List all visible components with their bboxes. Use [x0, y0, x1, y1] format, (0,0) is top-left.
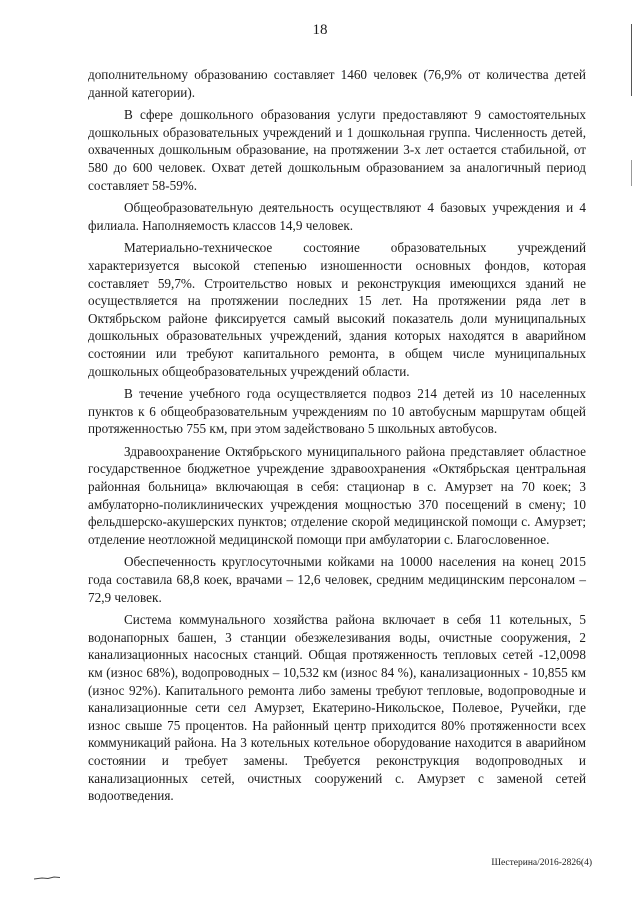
pen-mark	[34, 876, 60, 880]
paragraph: Система коммунального хозяйства района включает в себя 11 котельных, 5 водонапорных башен, 3 станции обезжелезивания воды, очистные сооружения, 2 канализационных насосных станций. Общая протяженность тепловых сетей -12,0098 км (износ 68%), водопроводных – 10,532 км (износ 84 %), канализационных - 10,855 км (износ 92%). Капитального ремонта либо замены требуют тепловые, водопроводные и канализационные сети сел Амурзет, Екатерино-Никольское, Полевое, Ручейки, где износ свыше 75 процентов. На районный центр приходится 80% протяженности всех коммуникаций района. На 3 котельных котельное оборудование находится в аварийном состоянии и требует замены. Требуется реконструкция водопроводных и канализационных сетей, очистных сооружений с. Амурзет с заменой сетей водоотведения.	[88, 612, 586, 804]
paragraph: Обеспеченность круглосуточными койками на 10000 населения на конец 2015 года составила 68,8 коек, врачами – 12,6 человек, средним медицинским персоналом – 72,9 человек.	[88, 554, 586, 605]
paragraph: В сфере дошкольного образования услуги предоставляют 9 самостоятельных дошкольных образовательных учреждений и 1 дошкольная группа. Численность детей, охваченных дошкольным образование, на протяжении 3-х лет остается стабильной, от 580 до 600 человек. Охват детей дошкольным образованием за аналогичный период составляет 58-59%.	[88, 107, 586, 193]
page-number: 18	[312, 22, 328, 38]
document-footer-code: Шестерина/2016-2826(4)	[491, 858, 592, 868]
document-body	[88, 66, 586, 810]
paragraph: Здравоохранение Октябрьского муниципального района представляет областное государственное бюджетное учреждение здравоохранения «Октябрьская центральная районная больница» включающая в себя: стационар в с. Амурзет на 70 коек; 3 амбулаторно-поликлинических учреждения мощностью 370 посещений в смену; 10 фельдшерско-акушерских пунктов; отделение скорой медицинской помощи с. Амурзет; отделение неотложной медицинской помощи при амбулатории с. Благословенное.	[88, 443, 586, 547]
paragraph: Материально-техническое состояние образовательных учреждений характеризуется высокой степенью изношенности основных фондов, которая составляет 59,7%. Строительство новых и реконструкция имеющихся зданий не осуществляется на протяжении последних 15 лет. На протяжении ряда лет в Октябрьском районе фиксируется самый высокий показатель доли муниципальных дошкольных образовательных учреждений, здания которых находятся в аварийном состоянии или требуют капитального ремонта, в общем числе муниципальных дошкольных общеобразовательных учреждений области.	[88, 240, 586, 379]
paragraph: В течение учебного года осуществляется подвоз 214 детей из 10 населенных пунктов к 6 общеобразовательным учреждениям по 10 автобусным маршрутам общей протяженностью 755 км, при этом задействовано 5 школьных автобусов.	[88, 386, 586, 437]
paragraph: дополнительному образованию составляет 1460 человек (76,9% от количества детей данной категории).	[88, 67, 586, 100]
paragraph: Общеобразовательную деятельность осуществляют 4 базовых учреждения и 4 филиала. Наполняемость классов 14,9 человек.	[88, 200, 586, 233]
scan-edge-mark	[631, 160, 632, 186]
scan-edge-mark	[631, 24, 632, 96]
